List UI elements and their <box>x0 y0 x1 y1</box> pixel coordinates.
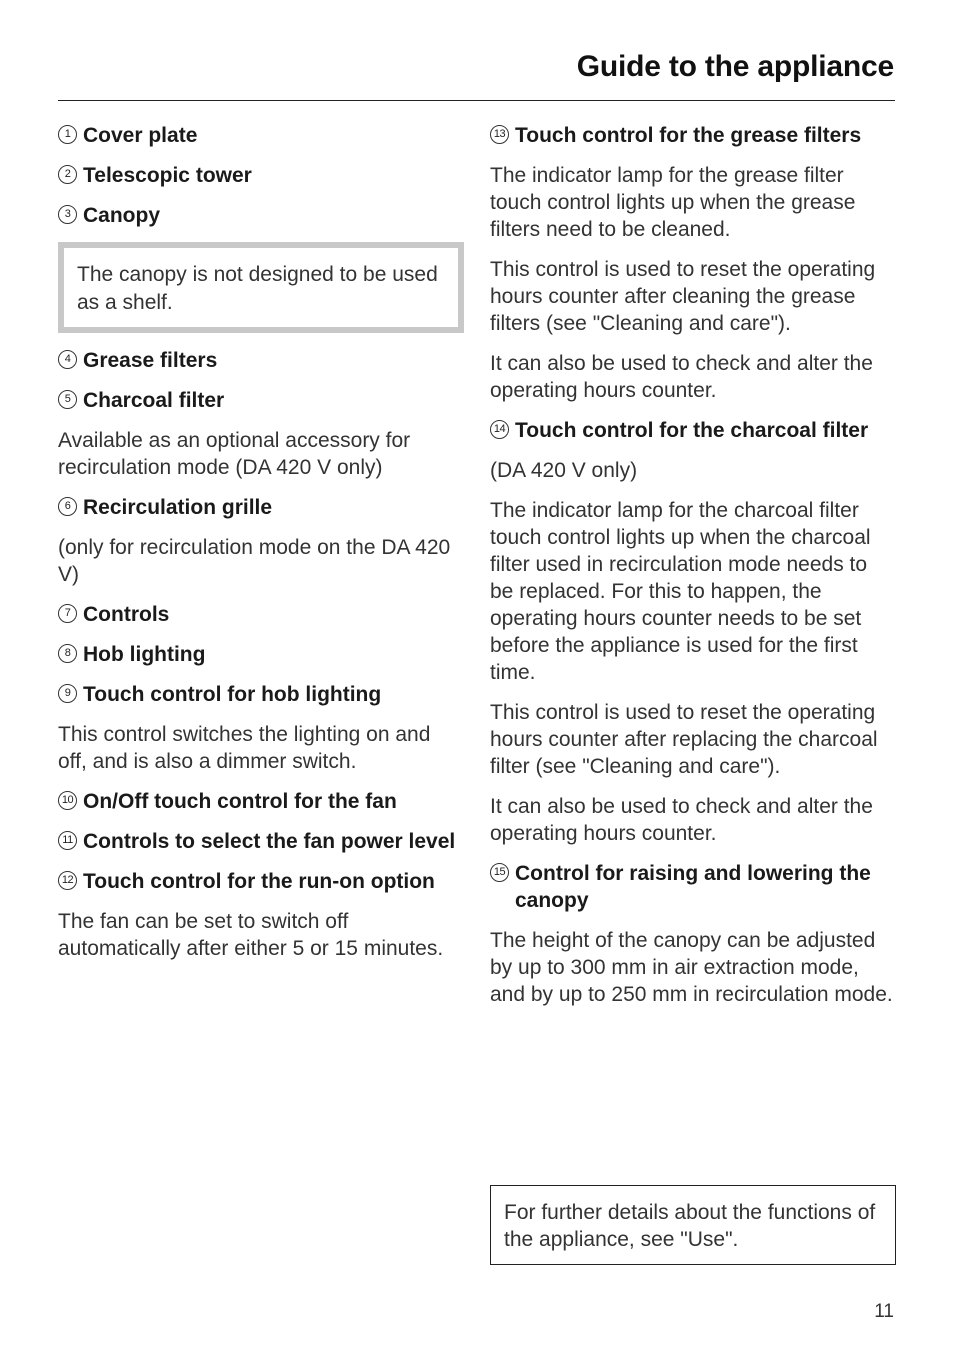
item-title: Touch control for the charcoal filter <box>515 419 869 442</box>
item-description: It can also be used to check and alter the operating hours counter. <box>490 795 873 845</box>
item-description: It can also be used to check and alter the operating hours counter. <box>490 352 873 402</box>
item-description: This control is used to reset the operating hours counter after replacing the charcoal filter (see "Cleaning and care"). <box>490 701 878 778</box>
item-title: Touch control for the run-on option <box>83 870 435 893</box>
item-heading <box>58 162 464 189</box>
item-number-badge: 5 <box>58 390 77 409</box>
item-heading <box>58 387 464 414</box>
item-description: (only for recirculation mode on the DA 420 V) <box>58 536 451 586</box>
item-description: The height of the canopy can be adjusted by up to 300 mm in air extraction mode, and by up to 250 mm in recirculation mode. <box>490 929 893 1006</box>
item-number-badge: 10 <box>58 791 77 810</box>
page-number: 11 <box>874 1301 894 1322</box>
item-number-badge: 1 <box>58 125 77 144</box>
item-heading <box>58 601 464 628</box>
item-number-badge: 2 <box>58 165 77 184</box>
item-heading <box>58 494 464 521</box>
item-title: Charcoal filter <box>83 389 225 412</box>
item-title: On/Off touch control for the fan <box>83 790 397 813</box>
item-heading <box>58 347 464 374</box>
item-number-badge: 15 <box>490 863 509 882</box>
item-number-badge: 13 <box>490 125 509 144</box>
item-title: Control for raising and lowering the canopy <box>515 862 871 912</box>
item-heading <box>58 202 464 229</box>
item-title: Touch control for hob lighting <box>83 683 382 706</box>
item-description: The indicator lamp for the charcoal filter touch control lights up when the charcoal filter used in recirculation mode needs to be replaced. For this to happen, the operating hours counter needs to be set before the appliance is used for the first time. <box>490 499 871 684</box>
item-description: This control switches the lighting on and off, and is also a dimmer switch. <box>58 723 431 773</box>
item-heading <box>58 122 464 149</box>
item-title: Touch control for the grease filters <box>515 124 862 147</box>
item-number-badge: 12 <box>58 871 77 890</box>
item-title: Grease filters <box>83 349 218 372</box>
item-number-badge: 3 <box>58 205 77 224</box>
item-title: Recirculation grille <box>83 496 273 519</box>
item-description: The fan can be set to switch off automatically after either 5 or 15 minutes. <box>58 910 444 960</box>
further-details-note: For further details about the functions of the appliance, see "Use". <box>490 1185 896 1265</box>
item-heading <box>58 868 464 895</box>
item-heading <box>490 860 896 914</box>
item-heading <box>58 828 464 855</box>
item-title: Controls <box>83 603 170 626</box>
item-number-badge: 14 <box>490 420 509 439</box>
item-number-badge: 4 <box>58 350 77 369</box>
item-description: The indicator lamp for the grease filter touch control lights up when the grease filters need to be cleaned. <box>490 164 856 241</box>
item-number-badge: 7 <box>58 604 77 623</box>
right-column <box>490 122 896 1021</box>
item-heading <box>58 788 464 815</box>
page-title: Guide to the appliance <box>576 50 894 83</box>
item-number-badge: 9 <box>58 684 77 703</box>
item-description: This control is used to reset the operating hours counter after cleaning the grease filters (see "Cleaning and care"). <box>490 258 876 335</box>
item-heading <box>490 417 896 444</box>
item-heading <box>58 641 464 668</box>
item-title: Controls to select the fan power level <box>83 830 456 853</box>
item-number-badge: 8 <box>58 644 77 663</box>
header-divider <box>58 100 895 101</box>
item-title: Canopy <box>83 204 161 227</box>
item-heading <box>490 122 896 149</box>
item-title: Cover plate <box>83 124 198 147</box>
item-title: Hob lighting <box>83 643 206 666</box>
item-number-badge: 6 <box>58 497 77 516</box>
canopy-warning-note: The canopy is not designed to be used as a shelf. <box>58 242 464 333</box>
item-heading <box>58 681 464 708</box>
left-column <box>58 122 464 975</box>
item-description: (DA 420 V only) <box>490 459 638 482</box>
item-number-badge: 11 <box>58 831 77 850</box>
item-description: Available as an optional accessory for recirculation mode (DA 420 V only) <box>58 429 411 479</box>
item-title: Telescopic tower <box>83 164 252 187</box>
